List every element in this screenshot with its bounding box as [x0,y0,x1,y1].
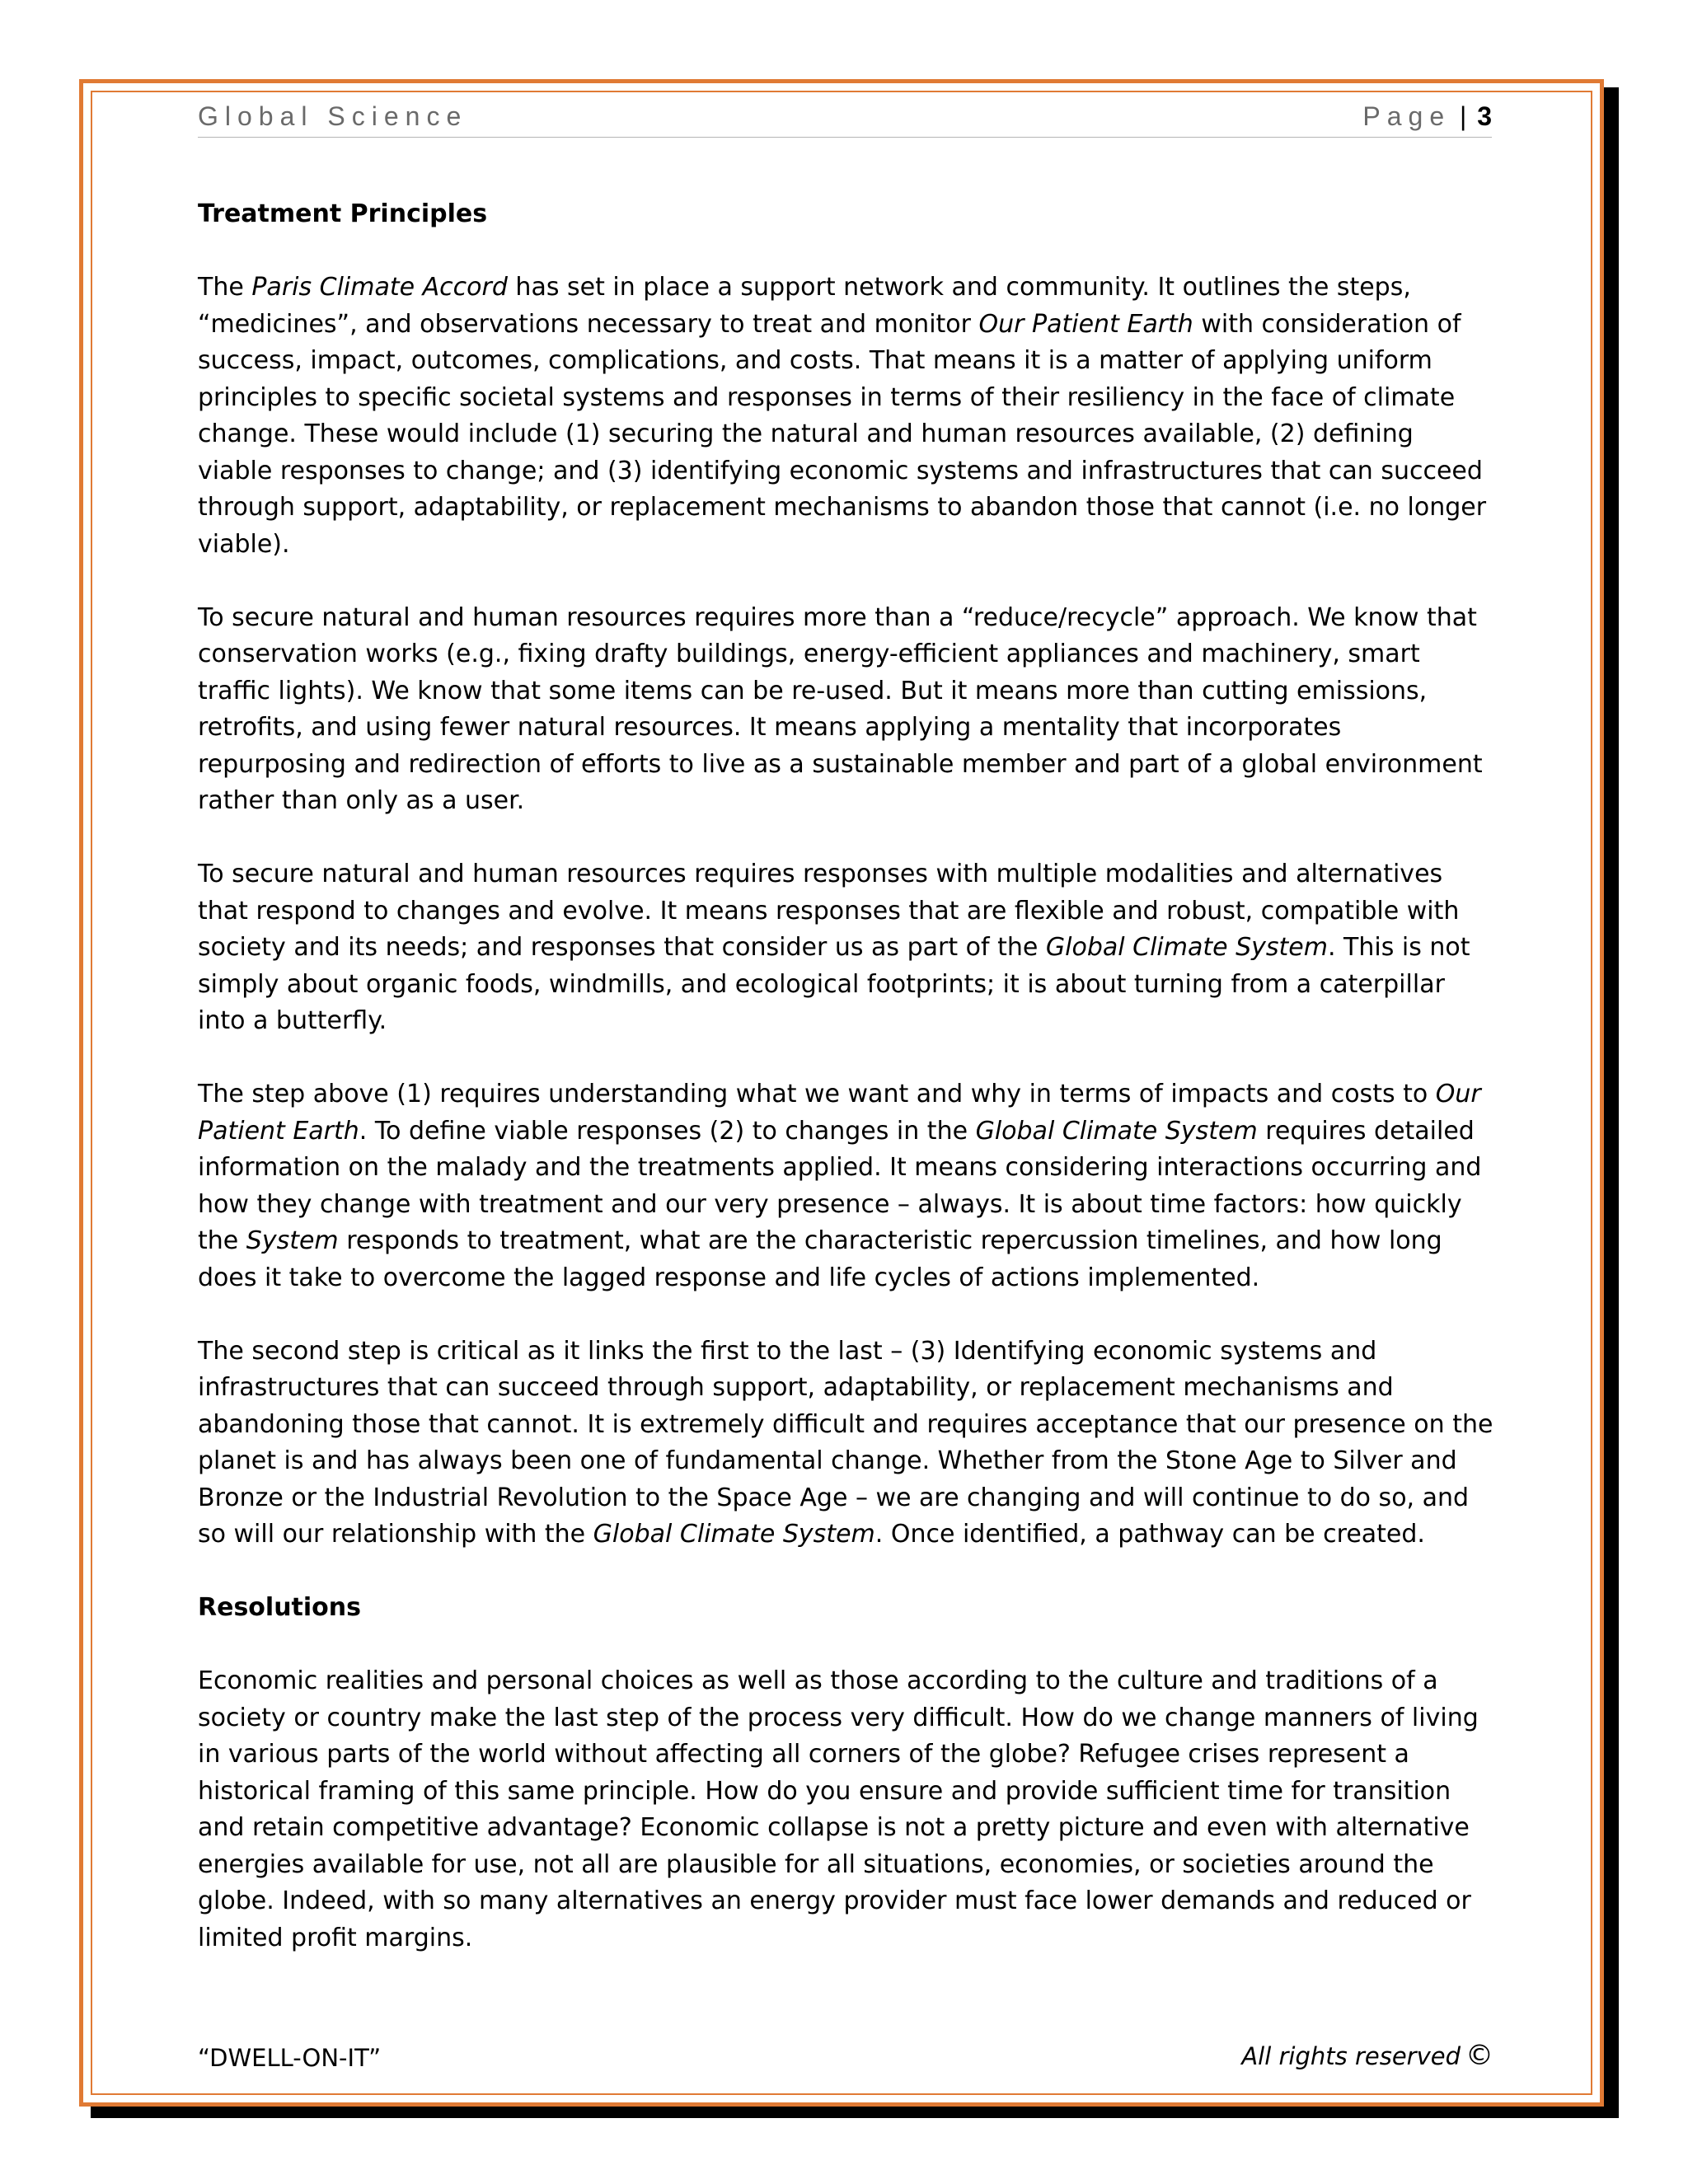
section-heading-resolutions: Resolutions [198,1593,362,1622]
header-page-info [1362,101,1492,132]
header-title: Global Science [198,101,468,131]
paragraph-second-step: The second step is critical as it links the first to the last – (3) Identifying economic systems and infrastructures that can succeed through support, adaptability, or replacement mechanisms and abandoning those that cannot. It is extremely difficult and requires acceptance that our presence on the planet is and has always been one of fundamental change. Whether from the Stone Age to Silver and Bronze or the Industrial Revolution to the Space Age – we are changing and will continue to do so, and so will our relationship with the Global Climate System. Once identified, a pathway can be created. [198,1336,1493,1549]
header-page-separator: | [1460,101,1467,131]
paragraph-paris-accord: The Paris Climate Accord has set in place a support network and community. It outlines the steps, “medicines”, and observations necessary to treat and monitor Our Patient Earth with consideration of success, impact, outcomes, complications, and costs. That means it is a matter of applying uniform principles to specific societal systems and responses in terms of their resiliency in the face of climate change. These would include (1) securing the natural and human resources available, (2) defining viable responses to change; and (3) identifying economic systems and infrastructures that can succeed through support, adaptability, or replacement mechanisms to abandon those that cannot (i.e. no longer viable). [198,273,1487,559]
footer-right [1241,2039,1493,2072]
paragraph-step-above: The step above (1) requires understanding what we want and why in terms of impacts and costs to Our Patient Earth. To define viable responses (2) to changes in the Global Climate System requires detailed information on the malady and the treatments applied. It means considering interactions occurring and how they change with treatment and our very presence – always. It is about time factors: how quickly the System responds to treatment, what are the characteristic repercussion timelines, and how long does it take to overcome the lagged response and life cycles of actions implemented. [198,1080,1482,1292]
page-number: 3 [1477,101,1492,131]
paragraph-multiple-modalities: To secure natural and human resources requires responses with multiple modalities and alternatives that respond to changes and evolve. It means responses that are flexible and robust, compatible with society and its needs; and responses that consider us as part of the Global Climate System. This is not simply about organic foods, windmills, and ecological footprints; it is about turning from a caterpillar into a butterfly. [198,860,1470,1035]
page-header [198,100,1492,138]
copyright-icon: © [1465,2039,1493,2072]
header-page-label: Page [1362,101,1451,131]
footer-left-text: “DWELL-ON-IT” [198,2044,382,2072]
paragraph-economic-realities: Economic realities and personal choices as well as those according to the culture and traditions of a society or country make the last step of the process very difficult. How do we change manners of living in various parts of the world without affecting all corners of the globe? Refugee crises represent a historical framing of this same principle. How do you ensure and provide sufficient time for transition and retain competitive advantage? Economic collapse is not a pretty picture and even with alternative energies available for use, not all are plausible for all situations, economies, or societies around the globe. Indeed, with so many alternatives an energy provider must face lower demands and reduced or limited profit margins. [198,1666,1479,1952]
document-body [198,196,1493,1994]
section-heading-treatment-principles: Treatment Principles [198,199,488,228]
footer-rights-text: All rights reserved [1241,2042,1461,2070]
paragraph-reduce-recycle: To secure natural and human resources requires more than a “reduce/recycle” approach. We know that conservation works (e.g., fixing drafty buildings, energy-efficient appliances and machinery, smart traffic lights). We know that some items can be re-used. But it means more than cutting emissions, retrofits, and using fewer natural resources. It means applying a mentality that incorporates repurposing and redirection of efforts to live as a sustainable member and part of a global environment rather than only as a user. [198,602,1483,815]
